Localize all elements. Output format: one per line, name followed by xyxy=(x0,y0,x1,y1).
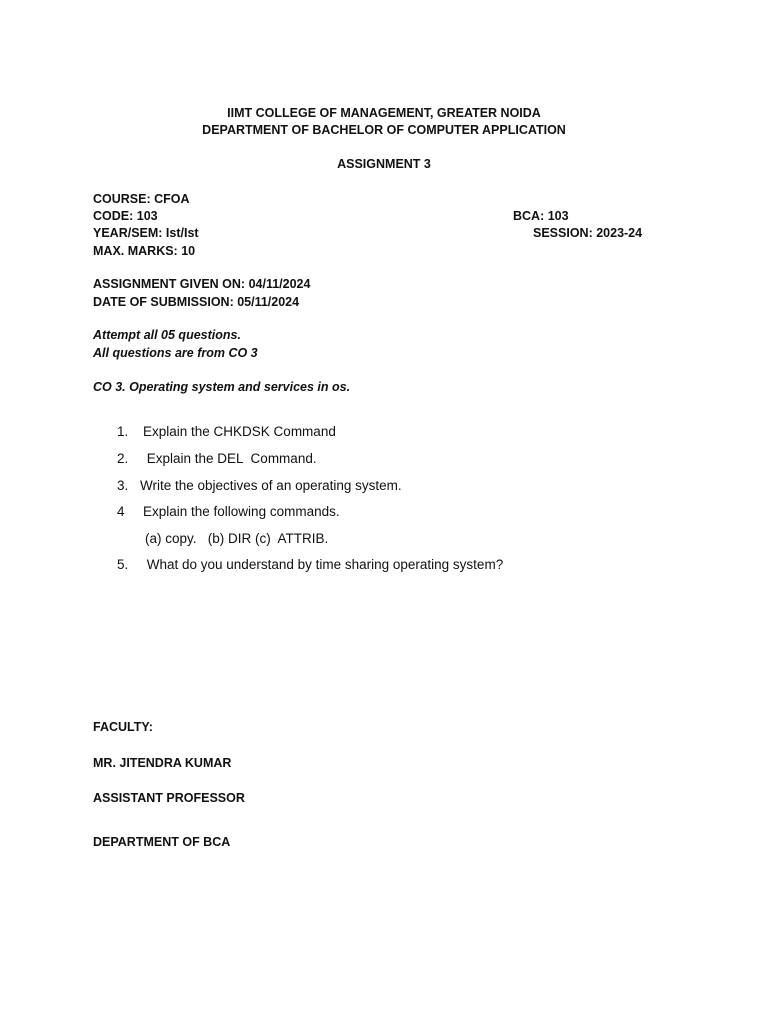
assignment-title: ASSIGNMENT 3 xyxy=(337,157,431,171)
question-number: 3. xyxy=(117,478,129,493)
course-label: COURSE: CFOA xyxy=(93,192,190,206)
max-marks-label: MAX. MARKS: 10 xyxy=(93,244,196,258)
question-subitems: (a) copy. (b) DIR (c) ATTRIB. xyxy=(145,531,329,546)
bca-label: BCA: 103 xyxy=(513,209,569,223)
department-name: DEPARTMENT OF BACHELOR OF COMPUTER APPLICATION xyxy=(202,123,566,137)
question-text: Explain the following commands. xyxy=(143,504,340,519)
college-name: IIMT COLLEGE OF MANAGEMENT, GREATER NOIDA xyxy=(227,106,541,120)
faculty-name: MR. JITENDRA KUMAR xyxy=(93,756,232,770)
session-label: SESSION: 2023-24 xyxy=(533,226,643,240)
faculty-label: FACULTY: xyxy=(93,720,153,734)
code-label: CODE: 103 xyxy=(93,209,158,223)
question-text: Write the objectives of an operating system. xyxy=(140,478,402,493)
year-sem-label: YEAR/SEM: Ist/Ist xyxy=(93,226,199,240)
faculty-department: DEPARTMENT OF BCA xyxy=(93,835,231,849)
co-title: CO 3. Operating system and services in os. xyxy=(93,380,351,394)
question-text: Explain the CHKDSK Command xyxy=(143,424,336,439)
faculty-designation: ASSISTANT PROFESSOR xyxy=(93,791,245,805)
question-text: What do you understand by time sharing operating system? xyxy=(143,557,504,572)
question-number: 5. xyxy=(117,557,129,572)
question-number: 2. xyxy=(117,451,129,466)
attempt-instruction: Attempt all 05 questions. xyxy=(93,328,241,342)
given-on-date: ASSIGNMENT GIVEN ON: 04/11/2024 xyxy=(93,277,311,291)
co-note: All questions are from CO 3 xyxy=(93,346,258,360)
question-number: 1. xyxy=(117,424,129,439)
question-number: 4 xyxy=(117,504,125,519)
submission-date: DATE OF SUBMISSION: 05/11/2024 xyxy=(93,295,300,309)
question-text: Explain the DEL Command. xyxy=(143,451,317,466)
